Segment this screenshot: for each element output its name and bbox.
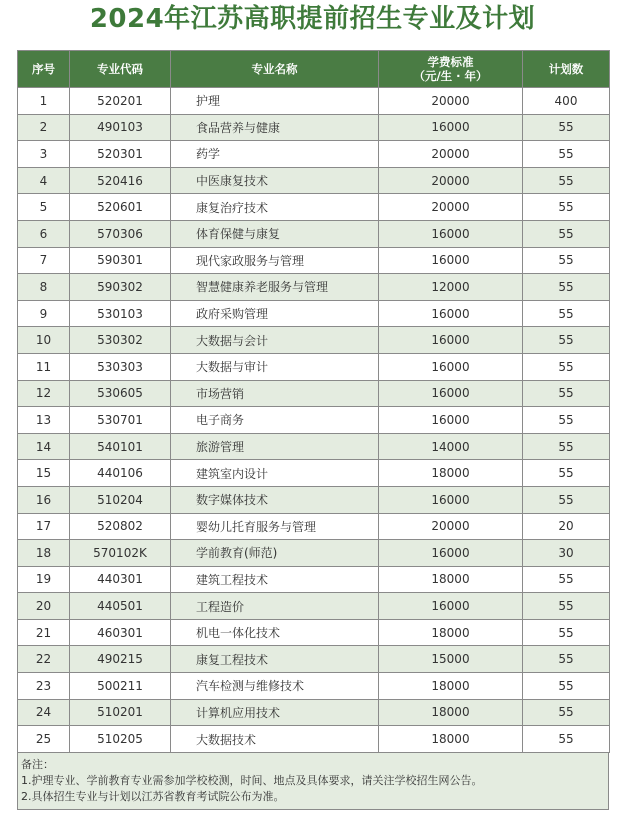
cell-code: 490215 [70,646,171,673]
cell-plan: 55 [523,274,610,301]
cell-fee: 14000 [379,433,523,460]
cell-fee: 20000 [379,194,523,221]
column-header-name: 专业名称 [171,51,379,88]
column-header-plan: 计划数 [523,51,610,88]
cell-name: 现代家政服务与管理 [171,247,379,274]
cell-index: 14 [18,433,70,460]
cell-plan: 20 [523,513,610,540]
cell-plan: 55 [523,433,610,460]
cell-name: 康复工程技术 [171,646,379,673]
cell-name: 旅游管理 [171,433,379,460]
cell-fee: 15000 [379,646,523,673]
cell-plan: 55 [523,486,610,513]
cell-name: 大数据技术 [171,726,379,753]
cell-fee: 16000 [379,540,523,567]
cell-fee: 18000 [379,699,523,726]
table-header-row [18,51,610,88]
cell-index: 6 [18,220,70,247]
cell-code: 460301 [70,619,171,646]
cell-code: 590302 [70,274,171,301]
cell-fee: 16000 [379,300,523,327]
cell-fee: 16000 [379,486,523,513]
cell-name: 政府采购管理 [171,300,379,327]
cell-code: 500211 [70,673,171,700]
cell-code: 520201 [70,88,171,115]
cell-name: 电子商务 [171,407,379,434]
cell-name: 护理 [171,88,379,115]
cell-plan: 55 [523,167,610,194]
cell-index: 1 [18,88,70,115]
cell-code: 530605 [70,380,171,407]
cell-plan: 55 [523,247,610,274]
table-row [18,167,610,194]
cell-code: 440106 [70,460,171,487]
table-row [18,646,610,673]
cell-index: 5 [18,194,70,221]
table-row [18,114,610,141]
cell-name: 机电一体化技术 [171,619,379,646]
cell-fee: 20000 [379,167,523,194]
cell-name: 婴幼儿托育服务与管理 [171,513,379,540]
cell-code: 530303 [70,353,171,380]
column-header-fee-unit: （元/生 · 年） [413,69,488,83]
cell-fee: 18000 [379,726,523,753]
cell-name: 市场营销 [171,380,379,407]
cell-code: 520601 [70,194,171,221]
cell-code: 530302 [70,327,171,354]
column-header-code: 专业代码 [70,51,171,88]
cell-index: 25 [18,726,70,753]
cell-code: 520301 [70,141,171,168]
cell-code: 530103 [70,300,171,327]
table-row [18,593,610,620]
cell-fee: 16000 [379,593,523,620]
table-row [18,673,610,700]
cell-index: 15 [18,460,70,487]
cell-name: 学前教育(师范) [171,540,379,567]
cell-code: 540101 [70,433,171,460]
cell-index: 12 [18,380,70,407]
column-header-fee [379,51,523,88]
cell-code: 520802 [70,513,171,540]
cell-name: 数字媒体技术 [171,486,379,513]
cell-code: 510201 [70,699,171,726]
table-row [18,380,610,407]
table-row [18,726,610,753]
cell-code: 520416 [70,167,171,194]
cell-index: 9 [18,300,70,327]
column-header-index: 序号 [18,51,70,88]
table-row [18,460,610,487]
cell-code: 490103 [70,114,171,141]
cell-name: 建筑工程技术 [171,566,379,593]
table-row [18,540,610,567]
cell-plan: 55 [523,220,610,247]
enrollment-plan-table-container [17,50,609,810]
cell-index: 24 [18,699,70,726]
column-header-fee-title: 学费标准 [427,55,474,69]
page-title: 2024年江苏高职提前招生专业及计划 [89,4,536,34]
cell-index: 20 [18,593,70,620]
cell-fee: 20000 [379,513,523,540]
cell-index: 8 [18,274,70,301]
cell-code: 570102K [70,540,171,567]
cell-name: 体育保健与康复 [171,220,379,247]
cell-plan: 55 [523,380,610,407]
note-item: 2.具体招生专业与计划以江苏省教育考试院公布为准。 [21,789,285,803]
cell-plan: 55 [523,114,610,141]
cell-fee: 16000 [379,327,523,354]
table-row [18,141,610,168]
table-row [18,513,610,540]
cell-code: 440501 [70,593,171,620]
notes-section [17,753,609,810]
cell-fee: 12000 [379,274,523,301]
cell-index: 18 [18,540,70,567]
cell-code: 530701 [70,407,171,434]
cell-index: 22 [18,646,70,673]
cell-index: 21 [18,619,70,646]
cell-plan: 55 [523,726,610,753]
cell-index: 19 [18,566,70,593]
cell-plan: 55 [523,673,610,700]
cell-fee: 16000 [379,114,523,141]
note-item: 1.护理专业、学前教育专业需参加学校校测，时间、地点及具体要求，请关注学校招生网公告。 [21,773,483,787]
cell-fee: 16000 [379,247,523,274]
table-row [18,220,610,247]
cell-plan: 55 [523,699,610,726]
cell-plan: 55 [523,327,610,354]
cell-index: 10 [18,327,70,354]
cell-fee: 16000 [379,220,523,247]
cell-name: 药学 [171,141,379,168]
cell-plan: 55 [523,460,610,487]
cell-index: 2 [18,114,70,141]
cell-fee: 16000 [379,353,523,380]
cell-index: 17 [18,513,70,540]
enrollment-plan-table [17,50,610,753]
table-row [18,274,610,301]
cell-plan: 55 [523,141,610,168]
cell-index: 13 [18,407,70,434]
cell-plan: 55 [523,194,610,221]
cell-index: 16 [18,486,70,513]
cell-name: 中医康复技术 [171,167,379,194]
table-row [18,327,610,354]
cell-code: 510204 [70,486,171,513]
cell-name: 康复治疗技术 [171,194,379,221]
cell-name: 汽车检测与维修技术 [171,673,379,700]
cell-name: 食品营养与健康 [171,114,379,141]
table-row [18,407,610,434]
cell-index: 7 [18,247,70,274]
cell-plan: 55 [523,593,610,620]
cell-fee: 18000 [379,673,523,700]
cell-index: 3 [18,141,70,168]
cell-name: 工程造价 [171,593,379,620]
cell-plan: 55 [523,353,610,380]
cell-plan: 55 [523,300,610,327]
cell-fee: 18000 [379,460,523,487]
table-row [18,486,610,513]
cell-fee: 18000 [379,619,523,646]
cell-name: 智慧健康养老服务与管理 [171,274,379,301]
notes-label: 备注： [21,757,54,771]
cell-index: 23 [18,673,70,700]
table-row [18,247,610,274]
cell-fee: 16000 [379,380,523,407]
cell-plan: 55 [523,407,610,434]
cell-plan: 55 [523,566,610,593]
cell-name: 建筑室内设计 [171,460,379,487]
cell-fee: 20000 [379,141,523,168]
table-row [18,619,610,646]
table-row [18,433,610,460]
table-row [18,88,610,115]
cell-code: 510205 [70,726,171,753]
cell-name: 计算机应用技术 [171,699,379,726]
cell-code: 590301 [70,247,171,274]
table-row [18,353,610,380]
table-row [18,566,610,593]
cell-index: 4 [18,167,70,194]
cell-plan: 30 [523,540,610,567]
table-body [18,88,610,753]
table-row [18,194,610,221]
cell-plan: 55 [523,646,610,673]
cell-fee: 18000 [379,566,523,593]
cell-code: 570306 [70,220,171,247]
table-row [18,699,610,726]
cell-name: 大数据与会计 [171,327,379,354]
cell-fee: 16000 [379,407,523,434]
cell-index: 11 [18,353,70,380]
cell-name: 大数据与审计 [171,353,379,380]
cell-code: 440301 [70,566,171,593]
cell-fee: 20000 [379,88,523,115]
cell-plan: 400 [523,88,610,115]
table-row [18,300,610,327]
cell-plan: 55 [523,619,610,646]
